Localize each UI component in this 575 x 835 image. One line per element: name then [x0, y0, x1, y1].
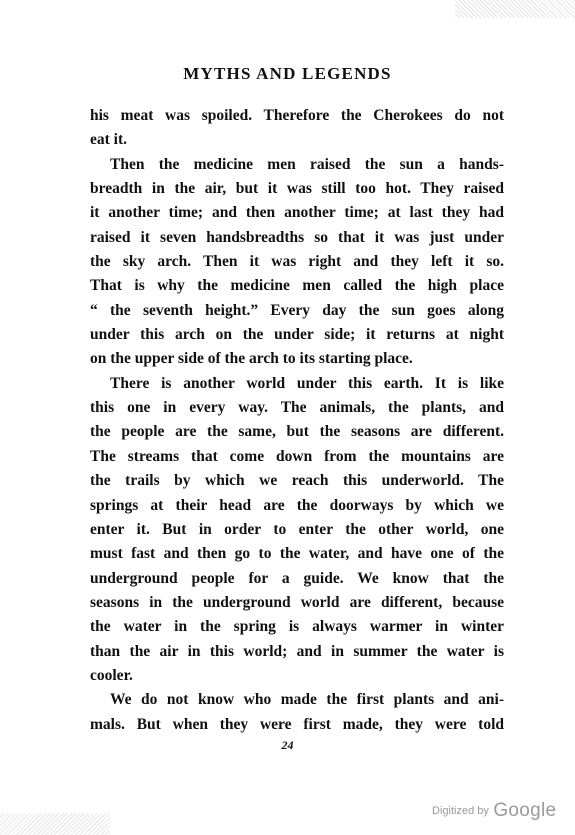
paragraph-start-line: We do not know who made the first plants and ani- [110, 691, 504, 709]
text-line: That is why the medicine men called the high place [90, 277, 504, 295]
running-head: MYTHS AND LEGENDS [183, 64, 392, 83]
text-line: it another time; and then another time; at last they had [90, 204, 504, 222]
watermark-digitized-text: Digitized by [432, 805, 489, 817]
text-line: on the upper side of the arch to its starting place. [90, 350, 413, 368]
text-line: must fast and then go to the water, and have one of the [90, 545, 504, 563]
digitized-watermark [432, 800, 572, 826]
text-line: breadth in the air, but it was still too hot. They raised [90, 180, 504, 198]
text-line: underground people for a guide. We know that the [90, 569, 504, 587]
text-line: springs at their head are the doorways by which we [90, 496, 504, 514]
text-line: this one in every way. The animals, the plants, and [90, 399, 504, 417]
paragraph-start-line: Then the medicine men raised the sun a hands- [110, 155, 504, 173]
google-logo: Google [493, 800, 557, 821]
text-line: the sky arch. Then it was right and they left it so. [90, 253, 504, 271]
text-line: the water in the spring is always warmer in winter [90, 618, 504, 636]
text-line: under this arch on the under side; it returns at night [90, 326, 504, 344]
text-line: cooler. [90, 666, 133, 684]
text-line: The streams that come down from the mountains are [90, 447, 504, 465]
text-line: than the air in this world; and in summer the water is [90, 642, 504, 660]
paragraph-start-line: There is another world under this earth. It is like [110, 374, 504, 392]
scan-artifact-bottom-left [0, 813, 110, 835]
text-line: the trails by which we reach this underworld. The [90, 472, 504, 490]
text-line: his meat was spoiled. Therefore the Cherokees do not [90, 107, 504, 124]
text-line: mals. But when they were first made, they were told [90, 715, 504, 733]
scan-artifact-top-right [455, 0, 575, 18]
text-line: the people are the same, but the seasons are different. [90, 423, 504, 441]
text-line: “ the seventh height.” Every day the sun goes along [90, 301, 504, 319]
body-text [90, 104, 504, 737]
text-line: raised it seven handsbreadths so that it was just under [90, 228, 504, 246]
text-line: enter it. But in order to enter the other world, one [90, 520, 504, 538]
text-line: seasons in the underground world are different, because [90, 593, 504, 611]
page-number: 24 [281, 738, 294, 752]
text-line: eat it. [90, 131, 128, 149]
